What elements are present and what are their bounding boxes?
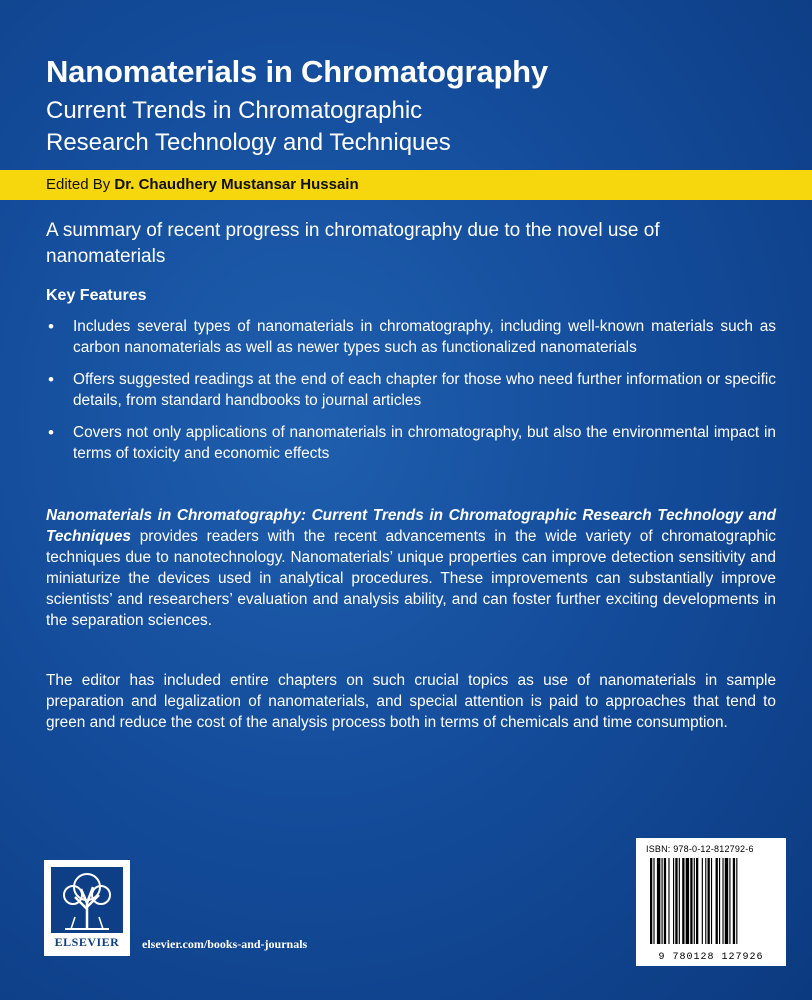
key-features-list <box>46 316 776 475</box>
publisher-name: ELSEVIER <box>54 935 120 949</box>
barcode-number: 9 780128 127926 <box>658 952 764 963</box>
publisher-url: elsevier.com/books-and-journals <box>142 937 308 951</box>
elsevier-logo <box>44 860 130 956</box>
isbn-label: ISBN: 978-0-12-812792-6 <box>646 844 754 854</box>
list-item: • Offers suggested readings at the end of each chapter for those who need further information or specific details, from standard handbooks to journal articles <box>46 369 776 411</box>
list-item: • Covers not only applications of nanomaterials in chromatography, but also the environmental impact in terms of toxicity and economic effects <box>46 422 776 464</box>
barcode-icon <box>650 858 772 944</box>
description-text: provides readers with the recent advancements in the wide variety of chromatographic techniques due to nanotechnology. Nanomaterials’ unique properties can improve detection sensitivity and miniaturize the devices used in analytical procedures. These improvements can substantially improve scientists’ and researchers’ evaluation and analysis ability, and can foster further exciting developments in the separation sciences. <box>46 528 776 629</box>
summary-text: A summary of recent progress in chromatography due to the novel use of nanomaterials <box>46 220 660 267</box>
editor-band <box>0 170 812 200</box>
key-features-heading: Key Features <box>46 287 147 304</box>
list-item: • Includes several types of nanomaterials in chromatography, including well-known materials such as carbon nanomaterials as well as newer types such as functionalized nanomaterials <box>46 316 776 358</box>
book-title: Nanomaterials in Chromatography <box>46 54 548 89</box>
editor-prefix: Edited By <box>46 176 111 193</box>
editor-name: Dr. Chaudhery Mustansar Hussain <box>114 176 359 193</box>
book-subtitle <box>46 95 766 159</box>
description-paragraph <box>46 505 776 631</box>
barcode-area <box>636 838 786 966</box>
tree-icon <box>51 867 123 933</box>
subtitle-line-1: Current Trends in Chromatographic <box>46 97 423 124</box>
description-book-title: Nanomaterials in Chromatography: Current Trends in Chromatographic Research Technology and Techniques <box>46 507 776 545</box>
subtitle-line-2: Research Technology and Techniques <box>46 129 451 156</box>
description-paragraph-2: The editor has included entire chapters on such crucial topics as use of nanomaterials in sample preparation and legalization of nanomaterials, and special attention is paid to approaches that tend to green and reduce the cost of the analysis process both in terms of chemicals and time consumption. <box>46 672 776 731</box>
